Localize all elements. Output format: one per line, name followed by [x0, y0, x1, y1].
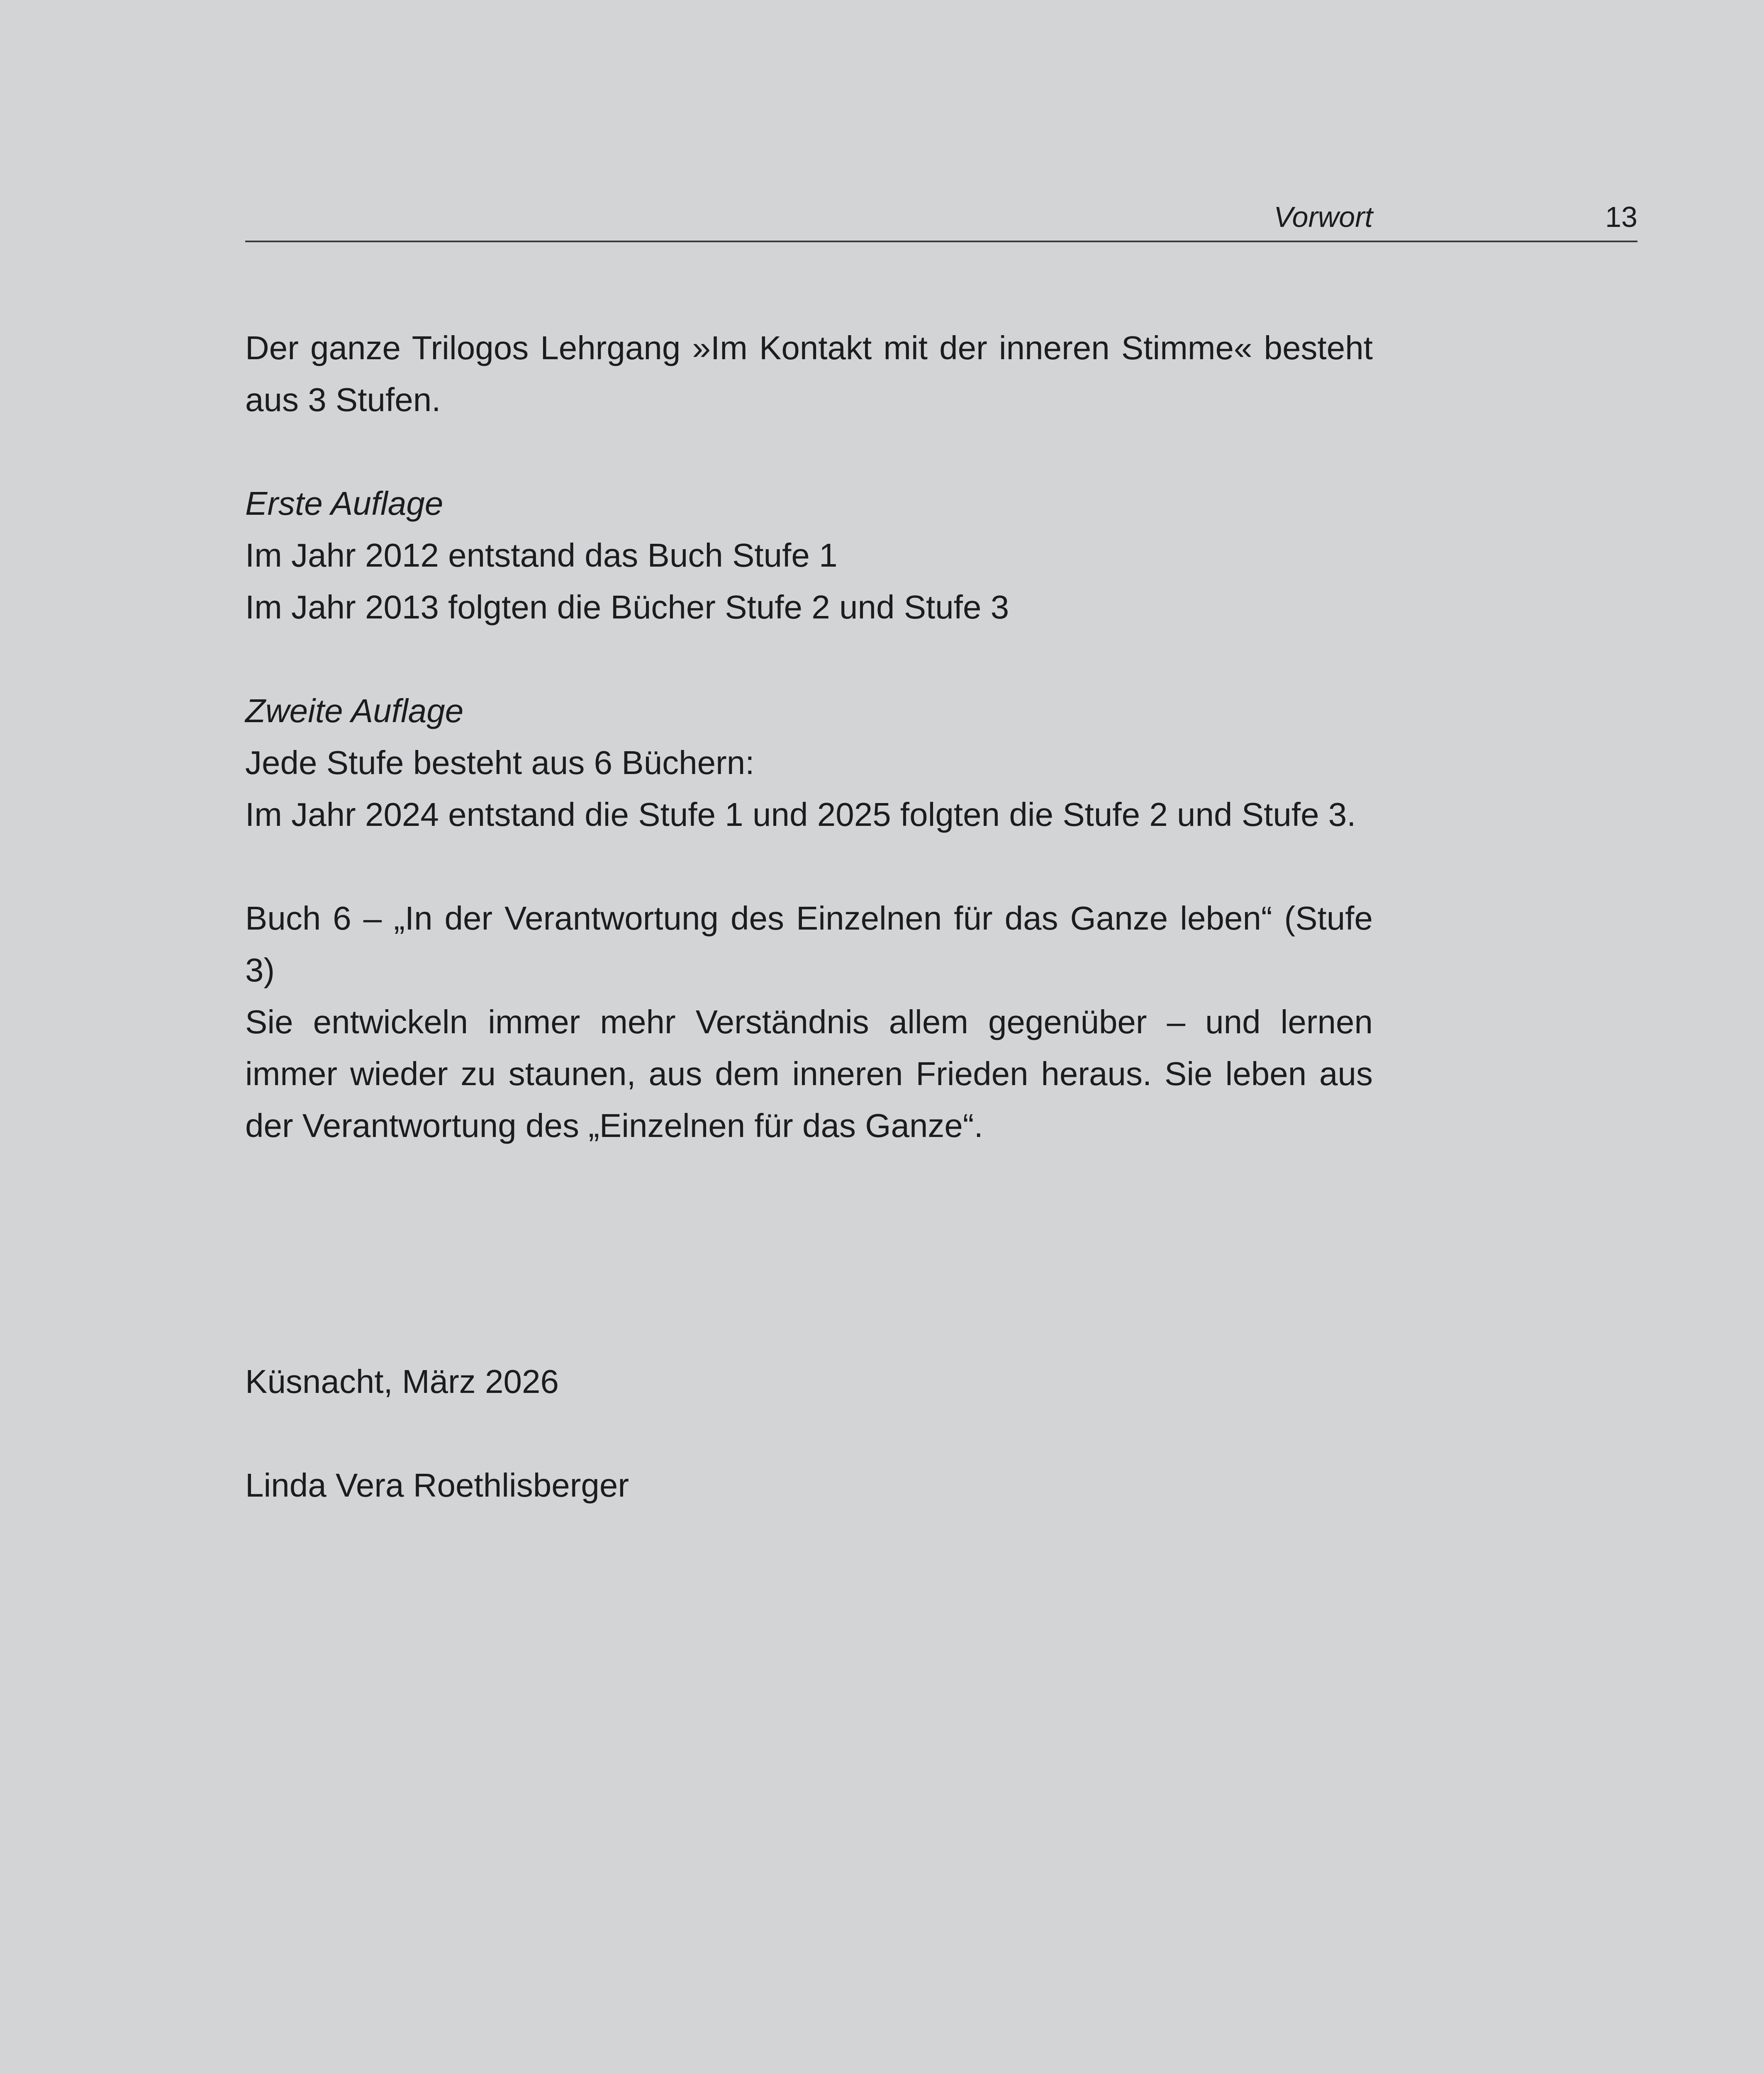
body-text — [245, 322, 1373, 1151]
author-name: Linda Vera Roethlisberger — [245, 1467, 629, 1504]
place-and-date: Küsnacht, März 2026 — [245, 1363, 559, 1400]
page-number: 13 — [1605, 201, 1637, 233]
running-header — [245, 191, 1637, 242]
book-block — [245, 892, 1373, 1151]
book-title: Buch 6 – „In der Verantwortung des Einzelnen für das Ganze leben“ (Stufe 3) — [245, 900, 1373, 988]
book-description: Sie entwickeln immer mehr Verständnis allem gegenüber – und lernen immer wieder zu staunen, aus dem inneren Frieden heraus. Sie leben aus der Verantwortung des „Einzelnen für das Ganze“. — [245, 1003, 1373, 1144]
intro-paragraph: Der ganze Trilogos Lehrgang »Im Kontakt mit der inneren Stimme« besteht aus 3 Stufen. — [245, 329, 1373, 418]
second-edition-block — [245, 685, 1373, 840]
second-edition-heading: Zweite Auflage — [245, 692, 464, 729]
first-edition-line: Im Jahr 2013 folgten die Bücher Stufe 2 und Stufe 3 — [245, 589, 1009, 626]
first-edition-block — [245, 477, 1373, 633]
first-edition-heading: Erste Auflage — [245, 485, 443, 522]
first-edition-line: Im Jahr 2012 entstand das Buch Stufe 1 — [245, 537, 838, 574]
header-section-title: Vorwort — [1274, 201, 1373, 233]
second-edition-line: Jede Stufe besteht aus 6 Büchern: — [245, 744, 755, 781]
second-edition-line: Im Jahr 2024 entstand die Stufe 1 und 2025 folgten die Stufe 2 und Stufe 3. — [245, 796, 1356, 833]
